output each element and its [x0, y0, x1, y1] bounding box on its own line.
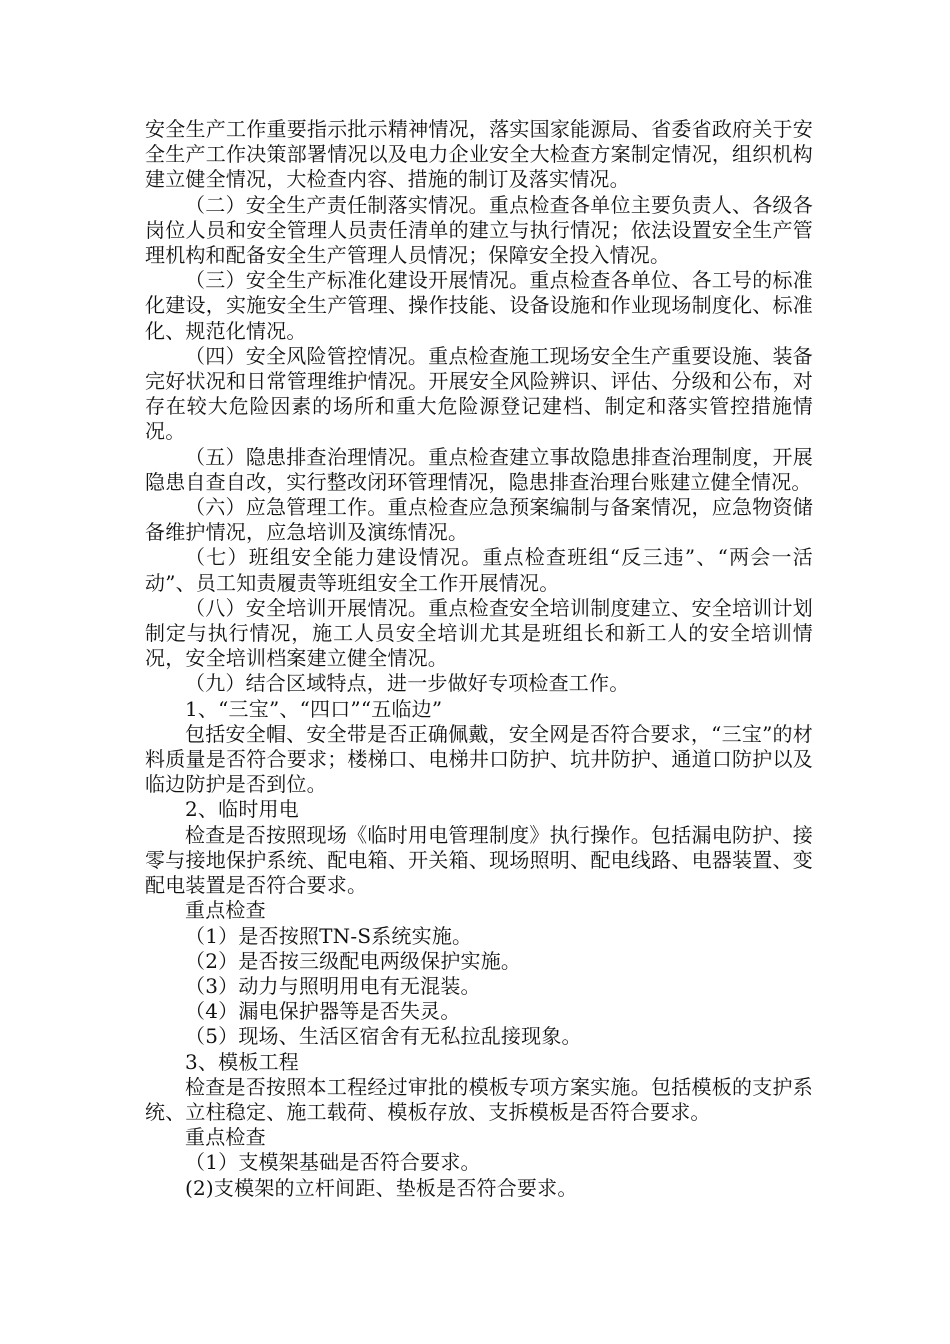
paragraph-item-2: （二）安全生产责任制落实情况。重点检查各单位主要负责人、各级各岗位人员和安全管理人员责任清单的建立与执行情况；依法设置安全生产管理机构和配备安全生产管理人员情况；保障安全投入情况。 [145, 192, 813, 268]
paragraph-item-7: （七）班组安全能力建设情况。重点检查班组“反三违”、“两会一活动”、员工知责履责等班组安全工作开展情况。 [145, 545, 813, 595]
paragraph-item-4: （四）安全风险管控情况。重点检查施工现场安全生产重要设施、装备完好状况和日常管理维护情况。开展安全风险辨识、评估、分级和公布，对存在较大危险因素的场所和重大危险源登记建档、制定和落实管控措施情况。 [145, 343, 813, 444]
subheading-three-treasures: 1、“三宝”、“四口”“五临边” [185, 696, 443, 721]
subheading-formwork: 3、模板工程 [185, 1049, 299, 1074]
paragraph-item-9: （九）结合区域特点，进一步做好专项检查工作。 [185, 671, 630, 696]
list-item-power-1: （1）是否按照TN-S系统实施。 [185, 923, 473, 948]
paragraph-formwork: 检查是否按照本工程经过审批的模板专项方案实施。包括模板的支护系统、立柱稳定、施工载荷、模板存放、支拆模板是否符合要求。 [145, 1074, 813, 1124]
paragraph-temporary-power: 检查是否按照现场《临时用电管理制度》执行操作。包括漏电防护、接零与接地保护系统、配电箱、开关箱、现场照明、配电线路、电器装置、变配电装置是否符合要求。 [145, 822, 813, 898]
paragraph-intro-continuation: 安全生产工作重要指示批示精神情况，落实国家能源局、省委省政府关于安全生产工作决策部署情况以及电力企业安全大检查方案制定情况，组织机构建立健全情况，大检查内容、措施的制订及落实情况。 [145, 117, 813, 192]
subheading-temporary-power: 2、临时用电 [185, 797, 299, 822]
paragraph-three-treasures: 包括安全帽、安全带是否正确佩戴，安全网是否符合要求，“三宝”的材料质量是否符合要求；楼梯口、电梯井口防护、坑井防护、通道口防护以及临边防护是否到位。 [145, 721, 813, 797]
list-item-power-4: （4）漏电保护器等是否失灵。 [185, 999, 461, 1024]
label-key-checks: 重点检查 [185, 898, 266, 923]
list-item-power-3: （3）动力与照明用电有无混装。 [185, 973, 481, 998]
list-item-formwork-2: (2)支模架的立杆间距、垫板是否符合要求。 [185, 1175, 578, 1200]
label-key-checks-formwork: 重点检查 [185, 1125, 266, 1150]
list-item-power-2: （2）是否按三级配电两级保护实施。 [185, 948, 522, 973]
document-body [145, 117, 813, 1201]
paragraph-item-5: （五）隐患排查治理情况。重点检查建立事故隐患排查治理制度，开展隐患自查自改，实行整改闭环管理情况，隐患排查治理台账建立健全情况。 [145, 444, 813, 494]
paragraph-item-6: （六）应急管理工作。重点检查应急预案编制与备案情况，应急物资储备维护情况，应急培训及演练情况。 [145, 495, 813, 545]
list-item-formwork-1: （1）支模架基础是否符合要求。 [185, 1150, 481, 1175]
paragraph-item-8: （八）安全培训开展情况。重点检查安全培训制度建立、安全培训计划制定与执行情况，施工人员安全培训尤其是班组长和新工人的安全培训情况，安全培训档案建立健全情况。 [145, 595, 813, 671]
paragraph-item-3: （三）安全生产标准化建设开展情况。重点检查各单位、各工号的标准化建设，实施安全生产管理、操作技能、设备设施和作业现场制度化、标准化、规范化情况。 [145, 268, 813, 343]
list-item-power-5: （5）现场、生活区宿舍有无私拉乱接现象。 [185, 1024, 582, 1049]
